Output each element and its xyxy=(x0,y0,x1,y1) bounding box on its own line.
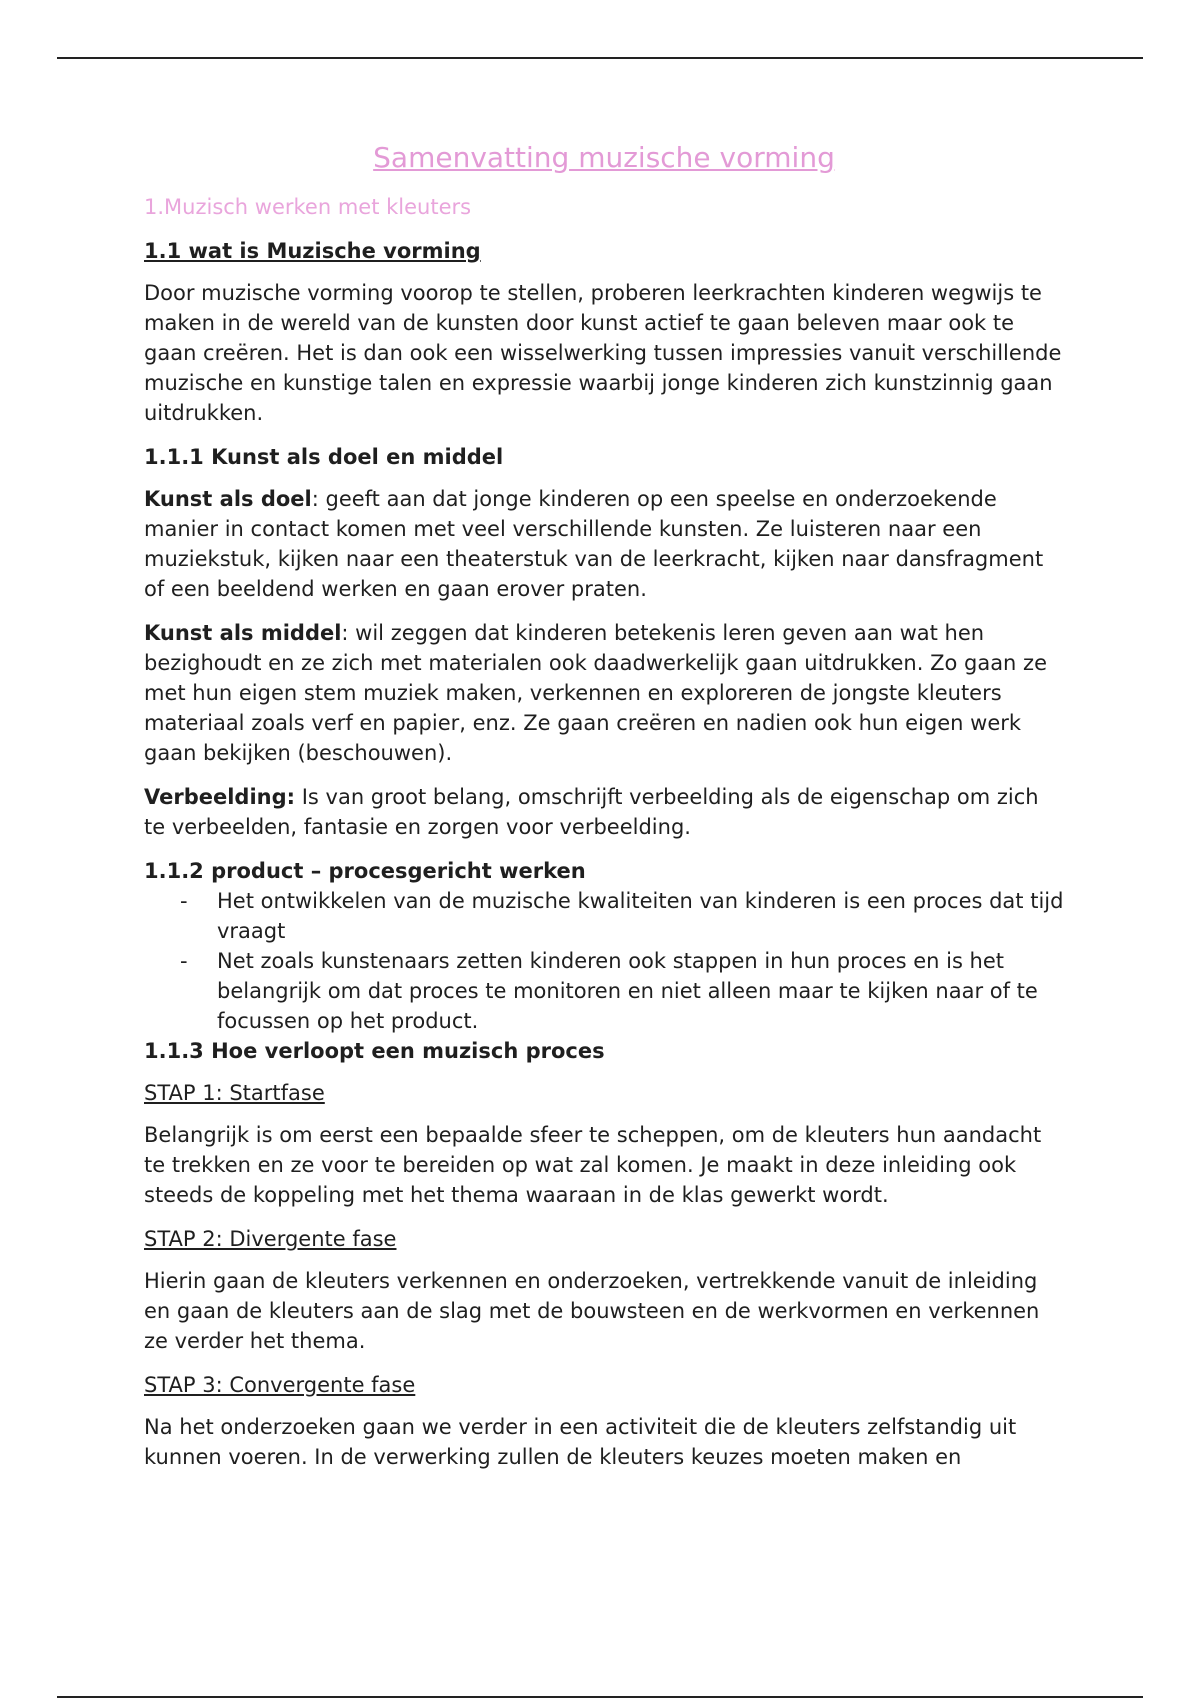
section-1-1-paragraph: Door muzische vorming voorop te stellen, proberen leerkrachten kinderen wegwijs te maken in de wereld van de kunsten door kunst actief te gaan beleven maar ook te gaan creëren. Het is dan ook een wisselwerking tussen impressies vanuit verschillende muzische en kunstige talen en expressie waarbij jonge kinderen zich kunstzinnig gaan uitdrukken. xyxy=(144,281,1062,425)
section-heading-1-1: 1.1 wat is Muzische vorming xyxy=(144,239,481,263)
chapter-heading: 1.Muzisch werken met kleuters xyxy=(144,195,472,219)
step-3-text: Na het onderzoeken gaan we verder in een activiteit die de kleuters zelfstandig uit kunnen voeren. In de verwerking zullen de kleuters keuzes moeten maken en xyxy=(144,1415,1017,1469)
step-2-label: STAP 2: Divergente fase xyxy=(144,1227,397,1251)
section-heading-1-1-1: 1.1.1 Kunst als doel en middel xyxy=(144,445,504,469)
step-3-label: STAP 3: Convergente fase xyxy=(144,1373,416,1397)
kunst-als-middel-text: : wil zeggen dat kinderen betekenis leren geven aan wat hen bezighoudt en ze zich met materialen ook daadwerkelijk gaan uitdrukken. Zo gaan ze met hun eigen stem muziek maken, verkennen en exploreren de jongste kleuters materiaal zoals verf en papier, enz. Ze gaan creëren en nadien ook hun eigen werk gaan bekijken (beschouwen). xyxy=(144,621,1047,765)
process-bullet-list xyxy=(144,886,1064,1036)
kunst-als-middel-label: Kunst als middel xyxy=(144,621,342,645)
kunst-als-middel-paragraph xyxy=(144,618,1064,768)
verbeelding-paragraph xyxy=(144,782,1064,842)
footer-rule xyxy=(57,1696,1143,1698)
list-item: - Net zoals kunstenaars zetten kinderen ook stappen in hun proces en is het belangrijk om dat proces te monitoren en niet alleen maar te kijken naar of te focussen op het product. xyxy=(144,946,1064,1036)
kunst-als-doel-text: : geeft aan dat jonge kinderen op een speelse en onderzoekende manier in contact komen met veel verschillende kunsten. Ze luisteren naar een muziekstuk, kijken naar een theaterstuk van de leerkracht, kijken naar dansfragment of een beeldend werken en gaan erover praten. xyxy=(144,487,1044,601)
document-title: Samenvatting muzische vorming xyxy=(373,141,835,174)
verbeelding-text: Is van groot belang, omschrijft verbeelding als de eigenschap om zich te verbeelden, fantasie en zorgen voor verbeelding. xyxy=(144,785,1039,839)
step-2-text: Hierin gaan de kleuters verkennen en onderzoeken, vertrekkende vanuit de inleiding en gaan de kleuters aan de slag met de bouwsteen en de werkvormen en verkennen ze verder het thema. xyxy=(144,1269,1040,1353)
kunst-als-doel-label: Kunst als doel xyxy=(144,487,312,511)
verbeelding-label: Verbeelding: xyxy=(144,785,296,809)
list-item: - Het ontwikkelen van de muzische kwaliteiten van kinderen is een proces dat tijd vraagt xyxy=(144,886,1064,946)
step-1-label: STAP 1: Startfase xyxy=(144,1081,325,1105)
step-1-text: Belangrijk is om eerst een bepaalde sfeer te scheppen, om de kleuters hun aandacht te trekken en ze voor te bereiden op wat zal komen. Je maakt in deze inleiding ook steeds de koppeling met het thema waaraan in de klas gewerkt wordt. xyxy=(144,1123,1042,1207)
header-rule xyxy=(57,57,1143,59)
section-heading-1-1-2: 1.1.2 product – procesgericht werken xyxy=(144,859,586,883)
section-heading-1-1-3: 1.1.3 Hoe verloopt een muzisch proces xyxy=(144,1039,605,1063)
kunst-als-doel-paragraph xyxy=(144,484,1064,604)
document-body xyxy=(144,140,1064,1486)
